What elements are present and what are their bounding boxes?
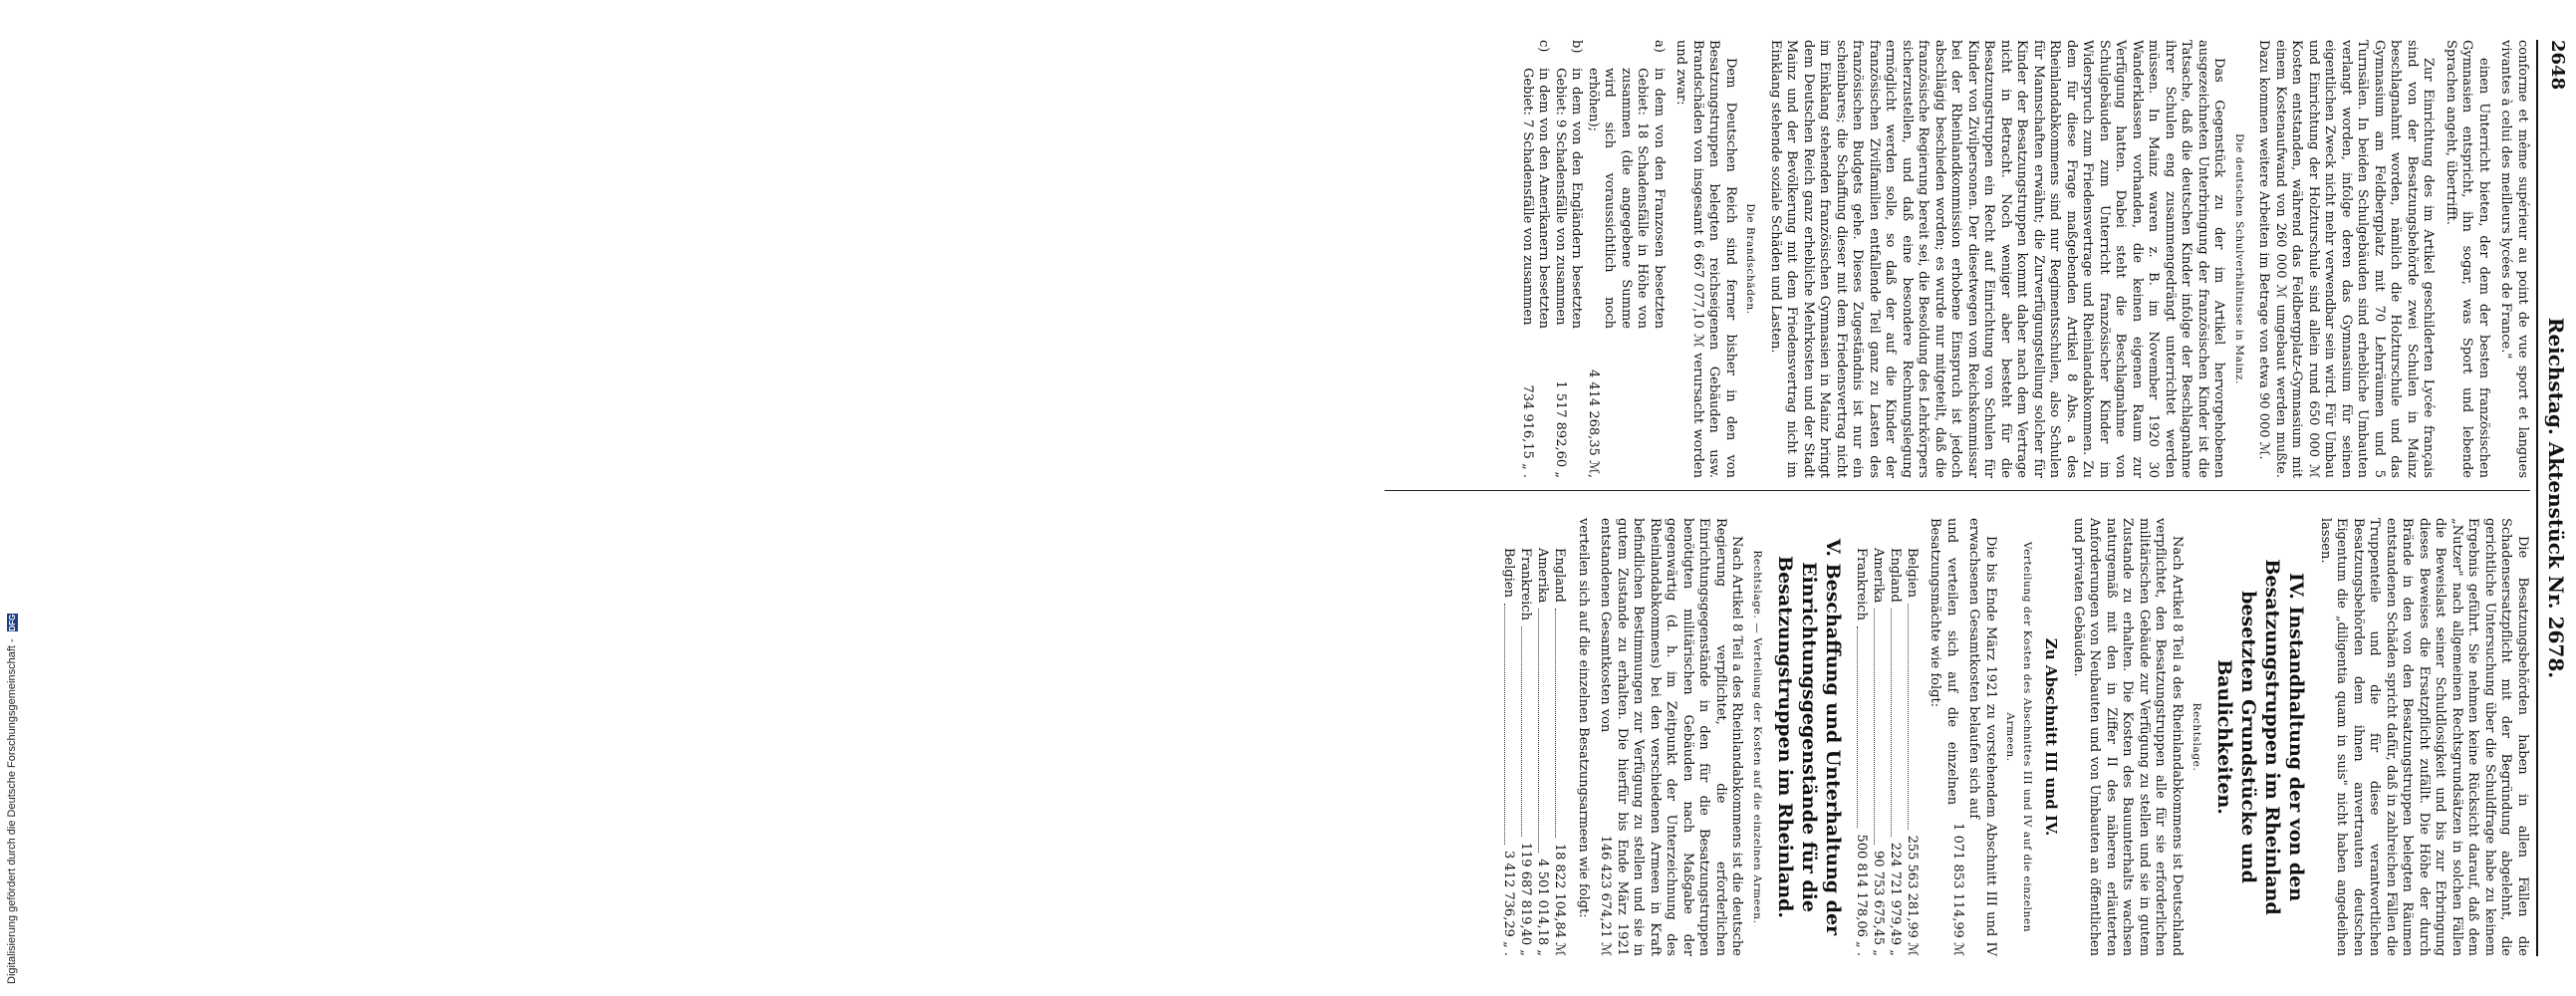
leader-dots bbox=[1522, 626, 1535, 837]
table-row bbox=[1518, 518, 1535, 956]
paragraph bbox=[1950, 518, 1998, 956]
dfg-credit bbox=[6, 614, 18, 984]
table-row bbox=[1535, 518, 1552, 956]
paragraph: verteilen sich auf die einzelnen Besatzungsarmeen wie folgt: bbox=[1576, 518, 1591, 918]
left-column bbox=[1519, 40, 2531, 478]
country-name: Amerika bbox=[1535, 548, 1551, 604]
section-title: IV. Instandhaltung der von den Besatzungstruppen im Rheinland besetzten Grundstücke und Baulichkeiten. bbox=[2213, 559, 2308, 915]
damage-item bbox=[1552, 40, 1585, 478]
amount: 146 423 674,21 ℳ bbox=[1598, 835, 1614, 956]
item-text: in dem von den Engländern besetzten Gebiet: 9 Schadensfälle von zusammen bbox=[1553, 68, 1585, 329]
paragraph: Die Besatzungsbehörden haben in allen Fällen die Schadensersatzpflicht mit der Begründung abgelehnt, die gerichtliche Untersuchung über die Schuldfrage habe zu keinem Ergebnis geführt. Sie nehmen keine Rücksicht darauf, daß dem „Nutzer" nach allgemeinen Rechtsgrundsätzen in solchen Fällen die Beweislast seiner Schuldlosigkeit und bis zur Erbringung dieses Beweises die Ersatzpflicht zufällt. Die Höhe der durch Brände in den von den Besatzungstruppen belegten Räumen entstandenen Schäden spricht dafür, daß in zahlreichen Fällen die Truppenteile und die für diese verantwortlichen Besatzungsbehörden dem ihnen anvertrauten deutschen Eigentum die „diligentia quam in suis" nicht haben angedeihen lassen. bbox=[2318, 518, 2530, 956]
country-name: Belgien bbox=[1905, 548, 1920, 598]
item-text: in dem von den Franzosen besetzten Gebiet: 18 Schadensfälle in Höhe von zusammen (die angegebene Summe wird sich voraussichtlich noch erhöhen); bbox=[1586, 68, 1667, 329]
rotated-content bbox=[1341, 0, 2576, 996]
section-heading: Die Brandschäden. bbox=[1744, 203, 1757, 315]
paragraph: Dem Deutschen Reich sind ferner bisher in den von Besatzungstruppen belegten reichseigenen Gebäuden usw. Brandschäden von insgesamt 6 667 077,10 ℳ verursacht worden und zwar: bbox=[1674, 40, 1738, 478]
country-amount: 224 721 979,49 „ bbox=[1888, 842, 1903, 956]
table-row bbox=[1870, 518, 1887, 956]
table-row bbox=[1887, 518, 1904, 956]
country-name: England bbox=[1888, 548, 1903, 603]
paragraph-text: Die bis Ende März 1921 zu vorstehendem Abschnitt III und IV erwachsenen Gesamtkosten belaufen sich auf bbox=[1966, 518, 1998, 956]
paragraph: Das Gegenstück zu der im Artikel hervorgehobenen ausgezeichneten Unterbringung der französischen Kinder ist die Tatsache, daß die deutschen Kinder infolge der Beschlagnahme ihrer Schulen eng zusammengedrängt unterrichtet werden müssen. In Mainz waren z. B. im November 1920 30 Wanderklassen vorhanden, die keinen eigenen Raum zur Verfügung hatten. Dabei steht die Beschlagnahme von Schulgebäuden zum Unterricht französischer Kinder im Widerspruch zum Friedensvertrage und Rheinlandabkommen. Zu dem für diese Frage maßgebenden Artikel 8 Abs. a des Rheinlandabkommens sind nur Regimentsschulen, also Schulen für Mannschaften erwähnt; die Zurverfügungstellung solcher für Kinder der Besatzungstruppen kommt daher nach dem Vertrage nicht in Betracht. Noch weniger aber besteht für die Besatzungstruppen ein Recht auf Einrichtung von Schulen für Kinder von Zivilpersonen. Der diesetwegen vom Reichskommissar bei der Rheinlandkommission erhobene Einspruch ist jedoch abschlägig beschieden worden; es wurde nur mitgeteilt, daß die französische Regierung bereit sei, die Besoldung des Lehrkörpers sicherzustellen, und daß eine besondere Rechnungslegung ermöglicht werden solle, so daß der auf die Kinder der französischen Zivilfamilien entfallende Teil ganz zu Lasten des französischen Budgets gehe. Dieses Zugeständnis ist nur ein scheinbares; die Schaffung dieser mit dem Friedensvertrag nicht im Einklang stehenden französischen Gymnasien in Mainz bringt dem Deutschen Reich ganz erhebliche Mehrkosten und der Stadt Mainz und der Bevölkerung mit dem Friedensvertrag nicht im Einklang stehende soziale Schäden und Lasten. bbox=[1768, 40, 2227, 478]
section-heading: Die deutschen Schulverhältnisse in Mainz. bbox=[2233, 133, 2245, 384]
country-name: Frankreich bbox=[1518, 548, 1534, 621]
paragraph-text: Nach Artikel 8 Teil a des Rheinlandabkommens ist die deutsche Regierung verpflichtet, die erforderlichen Einrichtungsgegenstände in den für die Besatzungstruppen benötigten militärischen Gebäuden nach Maßgabe der gegenwärtig (d. h. im Zeitpunkt der Unterzeichnung des Rheinlandabkommens) bei den verschiedenen Armeen in Kraft befindlichen Bestimmungen zur Verfügung zu stellen und sie in gutem Zustande zu erhalten. Die hierfür bis Ende März 1921 entstandenen Gesamtkosten von bbox=[1598, 518, 1745, 956]
credit-text: Digitalisierung gefördert durch die Deutsche Forschungsgemeinschaft - bbox=[6, 638, 18, 984]
country-amount: 4 501 014,18 „ bbox=[1535, 859, 1551, 956]
column-divider bbox=[1385, 490, 2530, 491]
cost-table bbox=[1501, 518, 1569, 956]
item-text: in dem von den Amerikanern besetzten Gebiet: 7 Schadensfälle von zusammen bbox=[1520, 68, 1552, 329]
country-amount: 3 412 736,29 „ . bbox=[1501, 851, 1517, 956]
item-amount: 4 414 268,35 ℳ, bbox=[1586, 369, 1601, 478]
item-label: c) bbox=[1536, 40, 1552, 53]
country-amount: 500 814 178,06 „ . bbox=[1854, 834, 1869, 956]
leader-dots bbox=[1908, 604, 1921, 830]
leader-dots bbox=[1891, 609, 1904, 837]
amount: 1 071 853 114,99 ℳ bbox=[1950, 823, 1965, 956]
page-header bbox=[2536, 40, 2568, 956]
country-amount: 119 687 819,40 „ bbox=[1518, 842, 1534, 956]
paragraph bbox=[1597, 518, 1745, 956]
document-page bbox=[1341, 0, 2576, 996]
page-title: Reichstag. Aktenstück Nr. 2678. bbox=[2544, 317, 2568, 679]
table-row bbox=[1552, 518, 1569, 956]
page-number: 2648 bbox=[2547, 40, 2568, 91]
country-name: England bbox=[1552, 548, 1568, 603]
country-amount: 255 563 281,99 ℳ bbox=[1905, 835, 1920, 956]
leader-dots bbox=[1857, 626, 1870, 829]
cost-table bbox=[1853, 518, 1921, 956]
paragraph: Zur Einrichtung des im Artikel geschilderten Lycée français sind von der Besatzungsbehörde zwei Schulen in Mainz beschlagnahmt worden, nämlich die Holzturschule und das Gymnasium am Feldbergplatz mit 70 Lehrräumen und 5 Turnsälen. In beiden Schulgebäuden sind erhebliche Umbauten verlangt worden, infolge deren das Gymnasium für seinen eigentlichen Zweck nicht mehr verwendbar sein wird. Für Umbau und Einrichtung der Holzturschule sind allein rund 650 000 ℳ Kosten entstanden, während das Feldbergplatz-Gymnasium mit einem Kostenaufwand von 260 000 ℳ umgebaut werden mußte. Dazu kommen weitere Arbeiten im Betrage von etwa 90 000 ℳ. bbox=[2256, 40, 2437, 478]
table-row bbox=[1853, 518, 1870, 956]
item-amount: 1 517 892,60 „ bbox=[1553, 380, 1568, 478]
subheading: Rechtslage. bbox=[2190, 702, 2203, 772]
leader-dots bbox=[1539, 609, 1552, 853]
dfg-logo: DFG bbox=[7, 614, 17, 631]
country-amount: 18 822 104,84 ℳ bbox=[1552, 843, 1568, 956]
sidebar bbox=[0, 0, 20, 996]
item-label: b) bbox=[1569, 40, 1585, 54]
item-amount: 734 916,15 „ . bbox=[1520, 384, 1535, 478]
subsection-heading: Zu Abschnitt III und IV. bbox=[2042, 637, 2061, 837]
table-row bbox=[1904, 518, 1921, 956]
table-row bbox=[1501, 518, 1518, 956]
leader-dots bbox=[1505, 604, 1518, 845]
leader-dots bbox=[1874, 609, 1887, 845]
damage-list bbox=[1519, 40, 1668, 478]
damage-item bbox=[1585, 40, 1668, 478]
damage-item bbox=[1519, 40, 1552, 478]
country-name: Amerika bbox=[1871, 548, 1886, 604]
leader-dots bbox=[1556, 609, 1569, 838]
paragraph: Nach Artikel 8 Teil a des Rheinlandabkommens ist Deutschland verpflichtet, den Besatzungstruppen alle für sie erforderlichen militärischen Gebäude zur Verfügung zu stellen und sie in gutem Zustande zu erhalten. Die Kosten des Bauunterhalts wachsen naturgemäß mit den in Ziffer II des näheren erläuterten Anforderungen von Neubauten und von Umbauten an öffentlichen und privaten Gebäuden. bbox=[2071, 518, 2185, 956]
country-amount: 90 753 675,45 „ bbox=[1871, 851, 1886, 956]
country-name: Frankreich bbox=[1854, 548, 1869, 621]
paragraph: und verteilen sich auf die einzelnen Besatzungsmächte wie folgt: bbox=[1928, 518, 1959, 806]
item-label: a) bbox=[1652, 40, 1667, 53]
country-name: Belgien bbox=[1501, 548, 1517, 598]
subheading: Verteilung der Kosten des Abschnittes III und IV auf die einzelnen Armeen. bbox=[2004, 541, 2033, 933]
section-title: V. Beschaffung und Unterhaltung der Einrichtungsgegenstände für die Besatzungstruppen im Rheinland. bbox=[1774, 538, 1844, 936]
subheading: Rechtslage. — Verteilung der Kosten auf die einzelnen Armeen. bbox=[1751, 550, 1763, 924]
paragraph: einen Unterricht bieten, der dem der besten französischen Gymnasien entspricht, ihn sogar, was Sport und lebende Sprachen angeht, übertrifft. bbox=[2444, 40, 2491, 478]
paragraph: conforme et même supérieur au point de vue sport et langues vivantes à celui des meilleurs lycées de France." bbox=[2498, 40, 2530, 478]
right-column bbox=[1501, 518, 2531, 956]
